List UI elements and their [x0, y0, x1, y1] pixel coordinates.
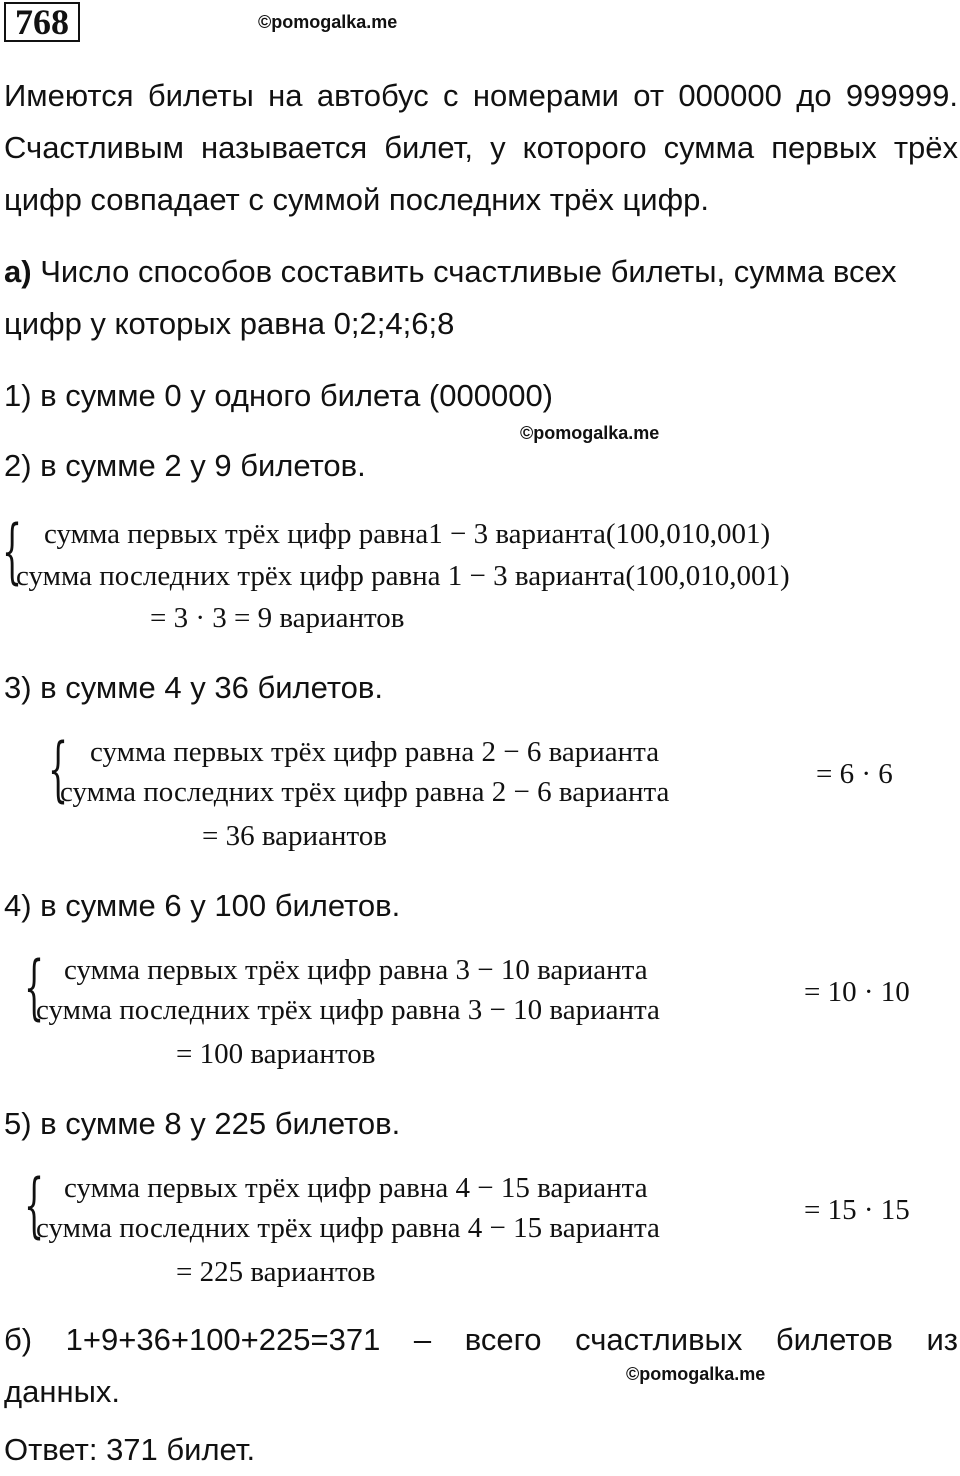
part-a-label: а) — [4, 254, 32, 289]
system4-line1: сумма первых трёх цифр равна 3 − 10 варианта — [64, 954, 648, 986]
system4-equation: = 10 · 10 — [804, 976, 910, 1008]
system3-equation: = 6 · 6 — [816, 758, 893, 790]
intro-text: Имеются билеты на автобус с номерами от 000000 до 999999. Счастливым называется билет, у которого сумма первых трёх цифр совпадает с суммой последних трёх цифр. — [4, 78, 958, 217]
part-b-line2: данных. — [4, 1374, 120, 1409]
system5-line1: сумма первых трёх цифр равна 4 − 15 варианта — [64, 1172, 648, 1204]
problem-number: 768 — [4, 2, 80, 42]
left-brace: { — [48, 728, 69, 810]
item-sum-8: 5) в сумме 8 у 225 билетов. — [4, 1106, 401, 1141]
watermark-top: ©pomogalka.me — [258, 12, 398, 32]
system4-line2: сумма последних трёх цифр равна 3 − 10 варианта — [36, 994, 660, 1026]
system4-result: = 100 вариантов — [176, 1038, 376, 1070]
item-sum-6: 4) в сумме 6 у 100 билетов. — [4, 888, 401, 923]
part-a-paragraph — [4, 246, 958, 350]
system2-result: = 3 · 3 = 9 вариантов — [150, 602, 405, 634]
left-brace: { — [24, 946, 45, 1028]
item-sum-4: 3) в сумме 4 у 36 билетов. — [4, 670, 383, 705]
answer-line: Ответ: 371 билет. — [4, 1432, 256, 1467]
left-brace: { — [2, 510, 23, 592]
item-sum-0: 1) в сумме 0 у одного билета (000000) — [4, 378, 554, 413]
system3-result: = 36 вариантов — [202, 820, 387, 852]
system5-equation: = 15 · 15 — [804, 1194, 910, 1226]
watermark-middle: ©pomogalka.me — [520, 423, 660, 443]
system3-line2: сумма последних трёх цифр равна 2 − 6 варианта — [60, 776, 670, 808]
system2-line2: сумма последних трёх цифр равна 1 − 3 варианта(100,010,001) — [16, 560, 790, 592]
left-brace: { — [24, 1164, 45, 1246]
system5-result: = 225 вариантов — [176, 1256, 376, 1288]
system2-line1: сумма первых трёх цифр равна1 − 3 варианта(100,010,001) — [44, 518, 771, 550]
item-sum-2: 2) в сумме 2 у 9 билетов. — [4, 448, 366, 483]
system5-line2: сумма последних трёх цифр равна 4 − 15 варианта — [36, 1212, 660, 1244]
part-a-text: Число способов составить счастливые билеты, сумма всех цифр у которых равна 0;2;4;6;8 — [4, 254, 897, 341]
system3-line1: сумма первых трёх цифр равна 2 − 6 варианта — [90, 736, 660, 768]
watermark-bottom: ©pomogalka.me — [626, 1364, 766, 1384]
part-b-line1: б) 1+9+36+100+225=371 – всего счастливых билетов из — [4, 1322, 958, 1357]
